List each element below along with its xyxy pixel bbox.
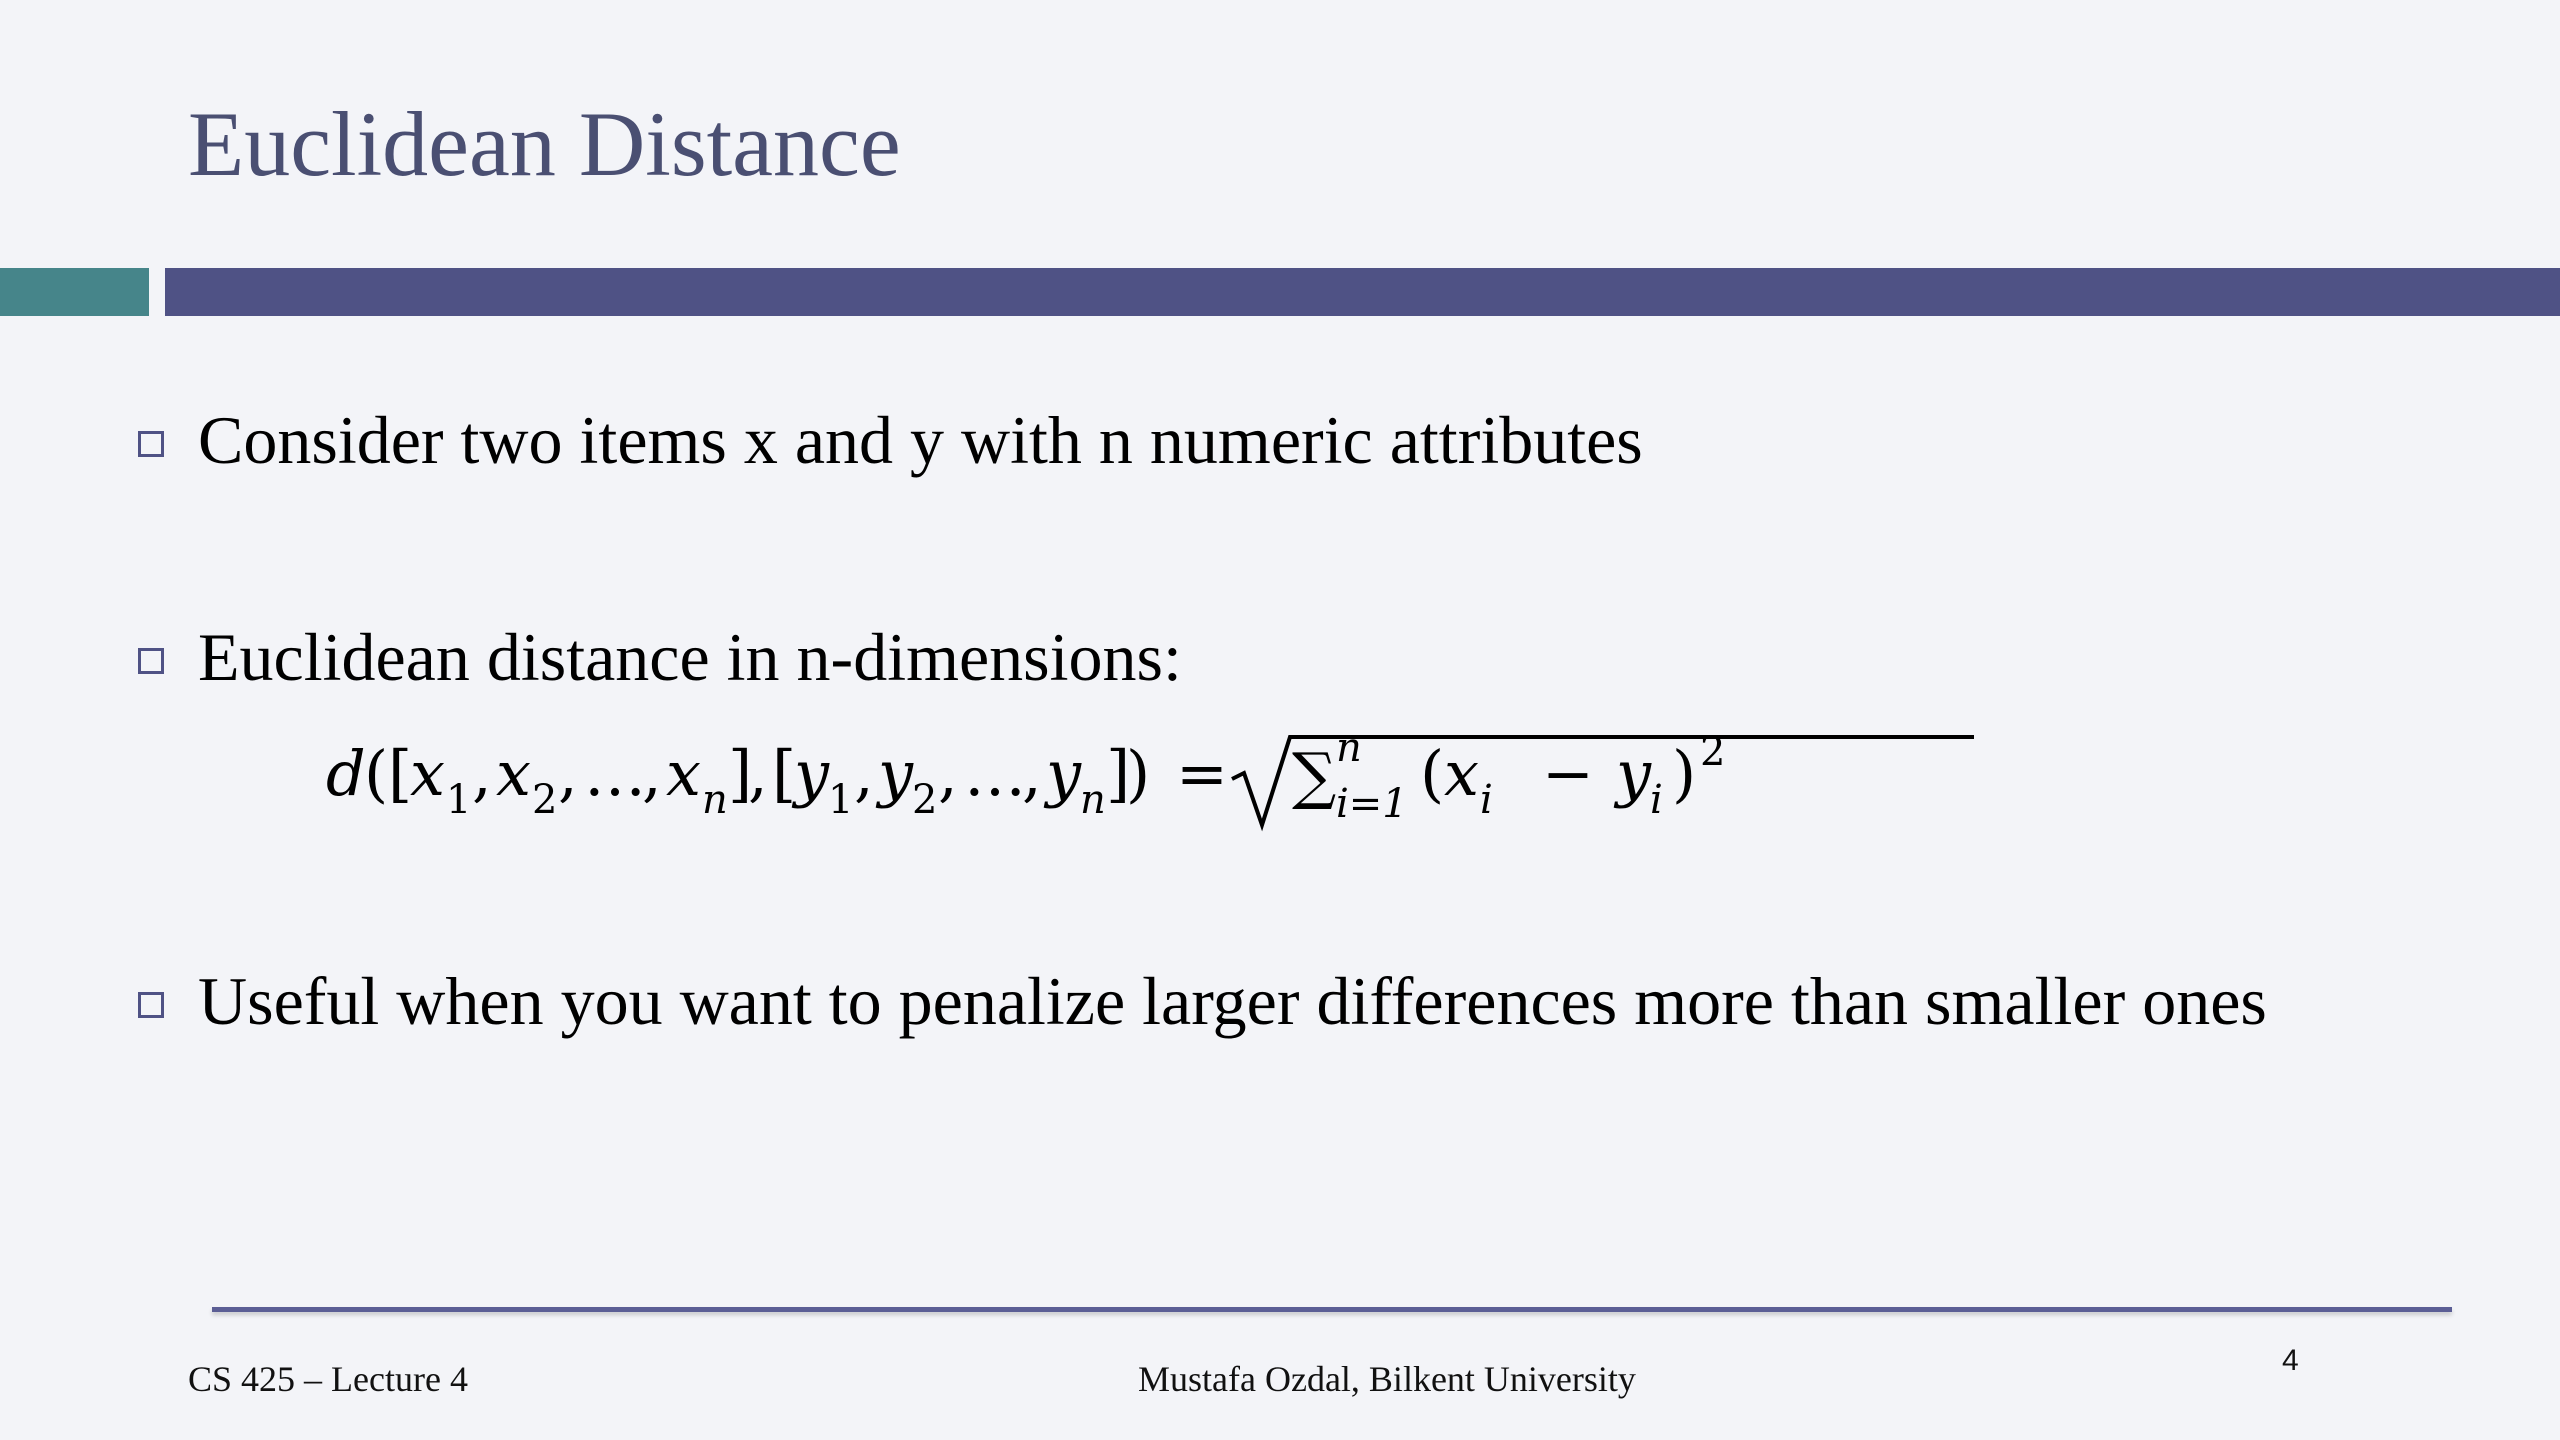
footer-author: Mustafa Ozdal, Bilkent University [1138,1359,1636,1399]
formula-ellipsis: … [964,737,1026,810]
formula-x2-sub: 2 [532,777,558,823]
formula-xi-sub: i [1480,777,1493,823]
formula-svg [326,725,2046,845]
formula-x2: x [496,737,531,810]
formula-minus: − [1542,737,1594,810]
footer-rule [212,1307,2452,1312]
bullet-text-3: Useful when you want to penalize larger differences more than smaller ones [198,963,2267,1039]
slide-title: Euclidean Distance [188,93,901,195]
formula-xi: x [1444,737,1479,810]
formula-open-bracket-x: [ [388,737,413,810]
formula-sum: ∑ [1292,739,1337,812]
formula-rparen: ) [1672,737,1697,810]
formula-sum-upper: n [1336,725,1362,771]
formula-equals: = [1176,737,1228,810]
formula-yi: y [1616,737,1652,810]
formula-square: 2 [1700,729,1726,775]
formula-comma: , [854,737,874,810]
formula-y1: y [794,737,830,810]
formula-y2-sub: 2 [912,777,938,823]
formula-comma: , [748,737,768,810]
title-band [165,268,2560,316]
bullet-text-1: Consider two items x and y with n numeric attributes [198,402,1643,478]
bullet-item-1 [138,402,1643,478]
formula-open-bracket-y: [ [772,737,797,810]
bullet-item-2 [138,619,1182,695]
formula-open-paren: ( [364,737,389,810]
formula-yn-sub: n [1080,777,1106,823]
footer-course: CS 425 – Lecture 4 [188,1359,468,1399]
formula-comma: , [938,737,958,810]
formula-comma: , [472,737,492,810]
formula-comma: , [642,737,662,810]
bullet-text-2: Euclidean distance in n-dimensions: [198,619,1182,695]
formula-y1-sub: 1 [828,777,854,823]
slide-number: 4 [2282,1344,2299,1377]
formula-x1-sub: 1 [446,777,472,823]
euclidean-distance-formula [326,725,2046,845]
formula-x1: x [410,737,445,810]
bullet-item-3 [138,963,2267,1039]
formula-yn: y [1046,737,1082,810]
square-bullet-icon [138,648,164,674]
formula-y2: y [878,737,914,810]
square-bullet-icon [138,431,164,457]
formula-d: d [326,737,366,810]
formula-close-bracket-y: ] [1106,737,1131,810]
formula-lparen: ( [1420,737,1445,810]
formula-close-paren: ) [1126,737,1151,810]
square-bullet-icon [138,992,164,1018]
formula-comma: , [1022,737,1042,810]
formula-xn: x [666,737,701,810]
formula-xn-sub: n [702,777,728,823]
formula-comma: , [558,737,578,810]
formula-close-bracket-x: ] [728,737,753,810]
formula-sum-lower: i=1 [1336,781,1408,827]
formula-ellipsis: … [584,737,646,810]
title-band-accent [0,268,149,316]
formula-yi-sub: i [1650,777,1663,823]
